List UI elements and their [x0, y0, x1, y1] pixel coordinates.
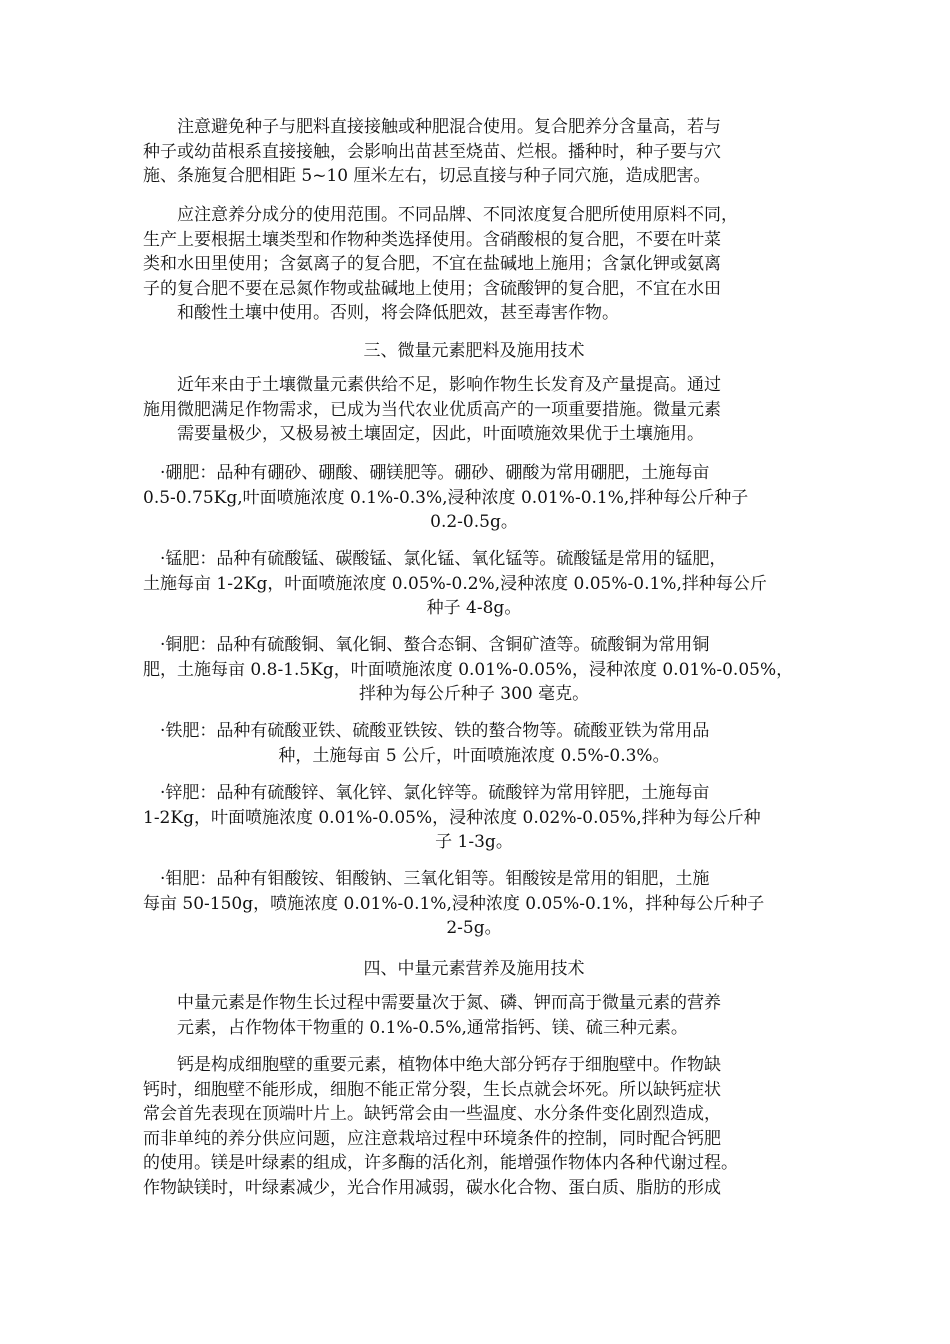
section-heading-secondary-nutrients: 四、中量元素营养及施用技术	[363, 959, 585, 979]
text-line: 常会首先表现在顶端叶片上。缺钙常会由一些温度、水分条件变化剧烈造成，	[143, 1104, 721, 1124]
paragraph-micronutrient-intro	[143, 373, 805, 447]
text-line: 而非单纯的养分供应问题，应注意栽培过程中环境条件的控制，同时配合钙肥	[143, 1128, 721, 1149]
text-line: 种，土施每亩 5 公斤，叶面喷施浓度 0.5%-0.3%。	[278, 745, 670, 766]
text-line: ·锌肥：品种有硫酸锌、氧化锌、氯化锌等。硫酸锌为常用锌肥，土施每亩	[143, 783, 710, 803]
paragraph-calcium-magnesium	[143, 1053, 805, 1200]
text-line: 钙时，细胞壁不能形成，细胞不能正常分裂，生长点就会坏死。所以缺钙症状	[143, 1079, 721, 1100]
item-boron-fertilizer	[143, 461, 805, 535]
text-line: 应注意养分成分的使用范围。不同品牌、不同浓度复合肥所使用原料不同，	[143, 205, 738, 225]
text-line: 每亩 50-150g，喷施浓度 0.01%-0.1%,浸种浓度 0.05%-0.1%，拌种每公斤种子	[143, 893, 765, 914]
item-manganese-fertilizer	[143, 547, 805, 621]
text-line: 和酸性土壤中使用。否则，将会降低肥效，甚至毒害作物。	[143, 303, 619, 323]
text-line: 1-2Kg，叶面喷施浓度 0.01%-0.05%，浸种浓度 0.02%-0.05%,拌种为每公斤种	[143, 807, 761, 828]
text-line: ·铜肥：品种有硫酸铜、氧化铜、螯合态铜、含铜矿渣等。硫酸铜为常用铜	[143, 635, 710, 655]
text-line: 中量元素是作物生长过程中需要量次于氮、磷、钾而高于微量元素的营养	[143, 993, 721, 1013]
text-line: 的使用。镁是叶绿素的组成，许多酶的活化剂，能增强作物体内各种代谢过程。	[143, 1153, 738, 1173]
text-line: 元素，占作物体干物重的 0.1%-0.5%,通常指钙、镁、硫三种元素。	[143, 1017, 688, 1038]
text-line: ·钼肥：品种有钼酸铵、钼酸钠、三氧化钼等。钼酸铵是常用的钼肥，土施	[143, 869, 710, 889]
paragraph-secondary-nutrient-intro	[143, 991, 805, 1040]
text-line: 0.5-0.75Kg,叶面喷施浓度 0.1%-0.3%,浸种浓度 0.01%-0.1%,拌种每公斤种子	[143, 487, 749, 508]
item-copper-fertilizer	[143, 633, 805, 707]
text-line: ·硼肥：品种有硼砂、硼酸、硼镁肥等。硼砂、硼酸为常用硼肥，土施每亩	[143, 463, 710, 483]
item-iron-fertilizer	[143, 719, 805, 768]
text-line: ·锰肥：品种有硫酸锰、碳酸锰、氯化锰、氧化锰等。硫酸锰是常用的锰肥，	[143, 549, 727, 569]
text-line: 钙是构成细胞壁的重要元素，植物体中绝大部分钙存于细胞壁中。作物缺	[143, 1055, 721, 1075]
text-line: 种子或幼苗根系直接接触，会影响出苗甚至烧苗、烂根。播种时，种子要与穴	[143, 141, 721, 162]
text-line: 施、条施复合肥相距 5~10 厘米左右，切忌直接与种子同穴施，造成肥害。	[143, 166, 711, 186]
text-line: 种子 4-8g。	[426, 598, 522, 618]
text-line: 施用微肥满足作物需求，已成为当代农业优质高产的一项重要措施。微量元素	[143, 399, 721, 420]
paragraph-nutrient-usage-scope	[143, 203, 805, 326]
text-line: 0.2-0.5g。	[430, 512, 518, 532]
text-line: 近年来由于土壤微量元素供给不足，影响作物生长发育及产量提高。通过	[143, 375, 721, 395]
text-line: 土施每亩 1-2Kg，叶面喷施浓度 0.05%-0.2%,浸种浓度 0.05%-0.1%,拌种每公斤	[143, 573, 767, 594]
text-line: 子的复合肥不要在忌氮作物或盐碱地上使用；含硫酸钾的复合肥，不宜在水田	[143, 278, 721, 299]
text-line: 注意避免种子与肥料直接接触或种肥混合使用。复合肥养分含量高，若与	[143, 117, 721, 137]
section-heading-micronutrients: 三、微量元素肥料及施用技术	[363, 341, 585, 361]
text-line: 类和水田里使用；含氨离子的复合肥，不宜在盐碱地上施用；含氯化钾或氨离	[143, 254, 721, 274]
text-line: 作物缺镁时，叶绿素减少，光合作用减弱，碳水化合物、蛋白质、脂肪的形成	[143, 1177, 721, 1198]
text-line: 2-5g。	[446, 918, 502, 938]
item-zinc-fertilizer	[143, 781, 805, 855]
text-line: 需要量极少，又极易被土壤固定，因此，叶面喷施效果优于土壤施用。	[143, 424, 704, 444]
paragraph-seed-fertilizer-contact	[143, 115, 805, 189]
text-line: 生产上要根据土壤类型和作物种类选择使用。含硝酸根的复合肥，不要在叶菜	[143, 229, 721, 250]
text-line: ·铁肥：品种有硫酸亚铁、硫酸亚铁铵、铁的螯合物等。硫酸亚铁为常用品	[143, 721, 710, 741]
text-line: 肥，土施每亩 0.8-1.5Kg，叶面喷施浓度 0.01%-0.05%，浸种浓度 0.01%-0.05%，	[143, 659, 794, 680]
text-line: 拌种为每公斤种子 300 毫克。	[358, 684, 590, 704]
item-molybdenum-fertilizer	[143, 867, 805, 941]
text-line: 子 1-3g。	[435, 832, 513, 852]
